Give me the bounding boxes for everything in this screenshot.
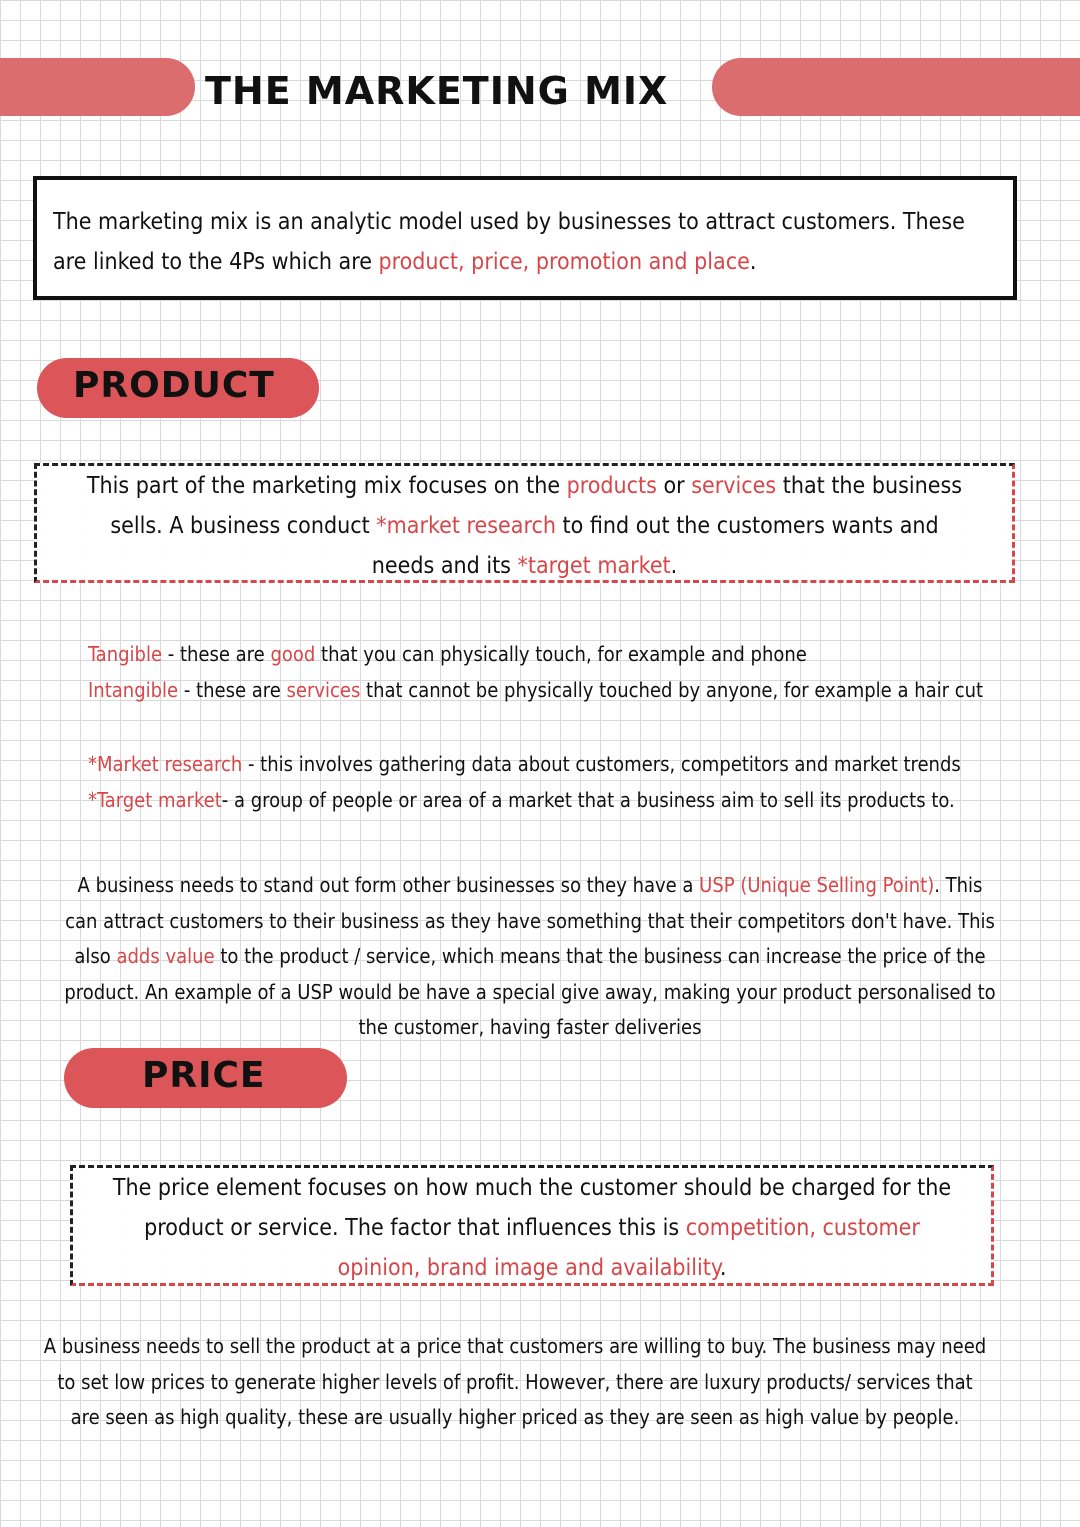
product-box-highlight-products: products — [566, 473, 657, 499]
product-box-text: or — [656, 473, 692, 499]
header-bar-left — [0, 58, 195, 116]
definition-target-market — [88, 782, 1048, 818]
header-bar-right — [712, 58, 1080, 116]
product-box-highlight-target-market: *target market — [517, 553, 671, 579]
product-box-text: This part of the marketing mix focuses on the — [86, 473, 567, 499]
page-title: THE MARKETING MIX — [205, 69, 669, 113]
product-box-text: . — [670, 553, 678, 579]
type-text: - these are — [178, 678, 287, 702]
definition-market-research — [88, 746, 1048, 782]
type-text: that cannot be physically touched by anyone, for example a hair cut — [360, 678, 984, 702]
product-description-box — [34, 463, 1015, 583]
usp-text: . This can attract customers to their business as they have something that their competitors don't have. This also — [65, 873, 995, 968]
product-types — [88, 636, 1048, 708]
price-heading: PRICE — [64, 1048, 347, 1108]
type-text: - these are — [162, 642, 271, 666]
type-highlight: services — [286, 678, 361, 702]
usp-highlight-adds-value: adds value — [116, 944, 215, 968]
definition-term: *Market research — [88, 752, 243, 776]
usp-text: to the product / service, which means that the business can increase the price of the product. An example of a USP would be have a special give away, making your product personalised to the customer, having faster deliveries — [64, 944, 996, 1039]
price-box-text: . — [719, 1255, 727, 1281]
product-heading: PRODUCT — [37, 358, 319, 418]
price-paragraph: A business needs to sell the product at a price that customers are willing to buy. The business may need to set low prices to generate higher levels of profit. However, there are luxury products/ services that are seen as high quality, these are usually higher priced as they are seen as high value by people. — [43, 1334, 987, 1429]
intro-box — [33, 176, 1017, 300]
type-intangible — [88, 672, 1048, 708]
type-term: Tangible — [88, 642, 163, 666]
intro-text: The marketing mix is an analytic model used by businesses to attract customers. These are linked to the 4Ps which are — [53, 209, 965, 275]
intro-highlight: product, price, promotion and place — [378, 249, 750, 275]
usp-highlight: USP (Unique Selling Point) — [699, 873, 935, 897]
definition-term: *Target market — [88, 788, 222, 812]
type-highlight: good — [270, 642, 316, 666]
price-box-highlight: competition, customer opinion, brand image and availability — [337, 1215, 920, 1281]
definition-text: - this involves gathering data about customers, competitors and market trends — [242, 752, 961, 776]
type-text: that you can physically touch, for example and phone — [315, 642, 807, 666]
usp-text: A business needs to stand out form other businesses so they have a — [77, 873, 700, 897]
product-box-text: to find out the customers wants and needs and its — [371, 513, 939, 579]
product-box-text: that the business sells. A business conduct — [110, 473, 963, 539]
price-box-text: The price element focuses on how much the customer should be charged for the product or service. The factor that influences this is — [112, 1175, 952, 1241]
usp-paragraph — [60, 868, 1000, 1046]
intro-end: . — [749, 249, 757, 275]
type-term: Intangible — [88, 678, 179, 702]
type-tangible — [88, 636, 1048, 672]
price-description-box — [70, 1165, 994, 1286]
product-box-highlight-services: services — [691, 473, 777, 499]
definitions — [88, 746, 1048, 818]
product-box-highlight-market-research: *market research — [376, 513, 556, 539]
definition-text: - a group of people or area of a market that a business aim to sell its products to. — [221, 788, 955, 812]
